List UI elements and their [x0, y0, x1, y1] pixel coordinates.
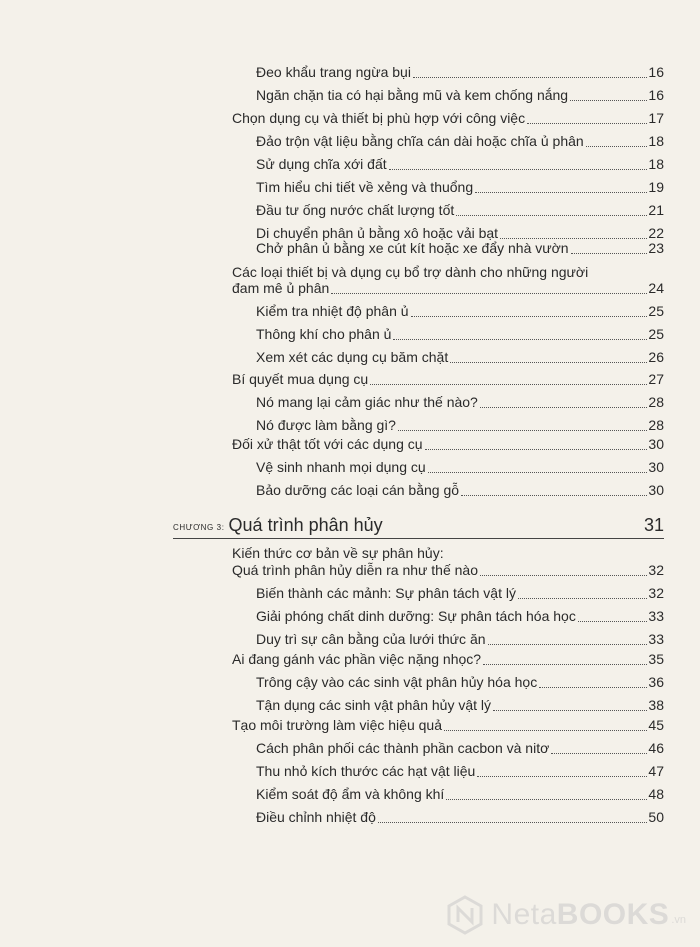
toc-entry: Duy trì sự cân bằng của lưới thức ăn 33 — [256, 631, 664, 647]
toc-entry: Thu nhỏ kích thước các hạt vật liệu 47 — [256, 763, 664, 779]
toc-entry: Cách phân phối các thành phần cacbon và nitơ 46 — [256, 740, 664, 756]
toc-entry: Đối xử thật tốt với các dụng cụ 30 — [232, 436, 664, 452]
chapter-title: Quá trình phân hủy — [228, 515, 383, 535]
toc-entry: Sử dụng chĩa xới đất 18 — [256, 156, 664, 172]
toc-entry: Tận dụng các sinh vật phân hủy vật lý 38 — [256, 697, 664, 713]
toc-entry: Xem xét các dụng cụ băm chặt 26 — [256, 349, 664, 365]
toc-entry: Điều chỉnh nhiệt độ 50 — [256, 809, 664, 825]
toc-entry: Thông khí cho phân ủ 25 — [256, 326, 664, 342]
toc-entry: Quá trình phân hủy diễn ra như thế nào 32 — [232, 562, 664, 578]
toc-entry-wrapped-line: Kiến thức cơ bản về sự phân hủy: — [232, 545, 444, 561]
toc-entry: Ai đang gánh vác phần việc nặng nhọc? 35 — [232, 651, 664, 667]
toc-entry: Chở phân ủ bằng xe cút kít hoặc xe đẩy nhà vườn 23 — [256, 240, 664, 256]
toc-entry: Tìm hiểu chi tiết về xẻng và thuổng 19 — [256, 179, 664, 195]
toc-entry: Bảo dưỡng các loại cán bằng gỗ 30 — [256, 482, 664, 498]
toc-entry: Trông cậy vào các sinh vật phân hủy hóa học 36 — [256, 674, 664, 690]
toc-entry: Tạo môi trường làm việc hiệu quả 45 — [232, 717, 664, 733]
chapter-label: CHƯƠNG 3: — [173, 523, 225, 532]
toc-entry: Chọn dụng cụ và thiết bị phù hợp với công việc 17 — [232, 110, 664, 126]
toc-entry: Kiểm tra nhiệt độ phân ủ 25 — [256, 303, 664, 319]
toc-entry: Giải phóng chất dinh dưỡng: Sự phân tách hóa học 33 — [256, 608, 664, 624]
toc-entry: Di chuyển phân ủ bằng xô hoặc vải bạt 22 — [256, 225, 664, 241]
toc-entry: Bí quyết mua dụng cụ 27 — [232, 371, 664, 387]
watermark: NetaBOOKS .vn — [445, 895, 686, 935]
toc-entry: Biến thành các mảnh: Sự phân tách vật lý 32 — [256, 585, 664, 601]
toc-entry-wrapped-line: Các loại thiết bị và dụng cụ bổ trợ dành cho những người — [232, 264, 589, 280]
toc-entry: Vệ sinh nhanh mọi dụng cụ 30 — [256, 459, 664, 475]
chapter-heading — [173, 514, 664, 539]
toc-entry: Nó được làm bằng gì? 28 — [256, 417, 664, 433]
toc-entry: Đảo trộn vật liệu bằng chĩa cán dài hoặc chĩa ủ phân 18 — [256, 133, 664, 149]
chapter-page: 31 — [643, 515, 664, 535]
toc-entry: Kiểm soát độ ẩm và không khí 48 — [256, 786, 664, 802]
netabooks-logo-icon — [445, 895, 485, 935]
toc-entry: Đầu tư ống nước chất lượng tốt 21 — [256, 202, 664, 218]
toc-entry: Ngăn chặn tia có hại bằng mũ và kem chống nắng 16 — [256, 87, 664, 103]
toc-entry: Nó mang lại cảm giác như thế nào? 28 — [256, 394, 664, 410]
toc-entry: Đeo khẩu trang ngừa bụi 16 — [256, 64, 664, 80]
toc-entry: đam mê ủ phân 24 — [232, 280, 664, 296]
